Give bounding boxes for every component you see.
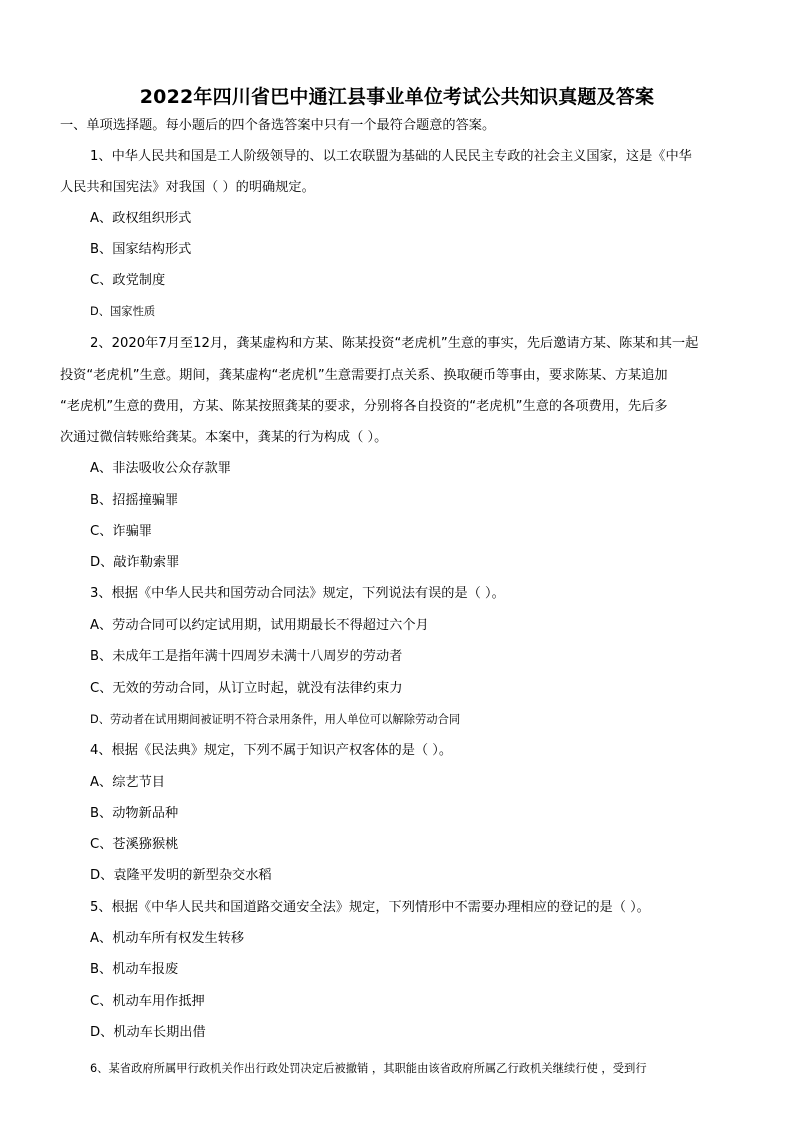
question-2-option-a: A、非法吸收公众存款罪	[90, 461, 231, 476]
question-5-option-c: C、机动车用作抵押	[90, 994, 205, 1009]
section-heading: 一、单项选择题。每小题后的四个备选答案中只有一个最符合题意的答案。	[60, 118, 496, 133]
question-4-option-d: D、袁隆平发明的新型杂交水稻	[90, 868, 272, 883]
question-5-option-a: A、机动车所有权发生转移	[90, 931, 245, 946]
question-3-option-a: A、劳动合同可以约定试用期，试用期最长不得超过六个月	[90, 618, 429, 633]
question-4-option-a: A、综艺节目	[90, 775, 165, 790]
question-1-option-c: C、政党制度	[90, 273, 166, 288]
question-5-option-b: B、机动车报废	[90, 962, 179, 977]
question-3-option-b: B、未成年工是指年满十四周岁未满十八周岁的劳动者	[90, 649, 403, 664]
question-2-stem-line-2: 投资“老虎机”生意。期间，龚某虚构“老虎机”生意需要打点关系、换取硬币等事由，要求陈某、方某追加	[60, 368, 668, 383]
question-3-stem: 3、根据《中华人民共和国劳动合同法》规定，下列说法有误的是（ ）。	[90, 586, 505, 601]
question-2-stem-line-1: 2、2020年7月至12月，龚某虚构和方某、陈某投资“老虎机”生意的事实，先后邀请方某、陈某和其一起	[90, 336, 699, 351]
question-4-stem: 4、根据《民法典》规定，下列不属于知识产权客体的是（ ）。	[90, 743, 453, 758]
question-1-stem-line-1: 1、中华人民共和国是工人阶级领导的、以工农联盟为基础的人民民主专政的社会主义国家，这是《中华	[90, 149, 692, 164]
question-1-stem-line-2: 人民共和国宪法》对我国（ ）的明确规定。	[60, 180, 315, 195]
question-2-option-b: B、招摇撞骗罪	[90, 493, 179, 508]
question-2-stem-line-3: “老虎机”生意的费用，方某、陈某按照龚某的要求，分别将各自投资的“老虎机”生意的各项费用，先后多	[60, 399, 668, 414]
page-title: 2022年四川省巴中通江县事业单位考试公共知识真题及答案	[139, 86, 655, 108]
question-2-stem-line-4: 次通过微信转账给龚某。本案中，龚某的行为构成（ ）。	[60, 430, 388, 445]
question-4-option-b: B、动物新品种	[90, 806, 179, 821]
question-2-option-d: D、敲诈勒索罪	[90, 555, 180, 570]
question-5-stem: 5、根据《中华人民共和国道路交通安全法》规定，下列情形中不需要办理相应的登记的是（ ）。	[90, 900, 650, 915]
question-1-option-d: D、国家性质	[90, 305, 156, 318]
question-3-option-d: D、劳动者在试用期间被证明不符合录用条件，用人单位可以解除劳动合同	[90, 713, 461, 726]
question-1-option-b: B、国家结构形式	[90, 242, 192, 257]
question-5-option-d: D、机动车长期出借	[90, 1025, 206, 1040]
question-2-option-c: C、诈骗罪	[90, 524, 152, 539]
question-6-stem: 6、某省政府所属甲行政机关作出行政处罚决定后被撤销 ，其职能由该省政府所属乙行政机关继续行使 ，受到行	[90, 1062, 647, 1075]
question-4-option-c: C、苍溪猕猴桃	[90, 837, 179, 852]
question-1-option-a: A、政权组织形式	[90, 211, 192, 226]
question-3-option-c: C、无效的劳动合同，从订立时起，就没有法律约束力	[90, 681, 403, 696]
